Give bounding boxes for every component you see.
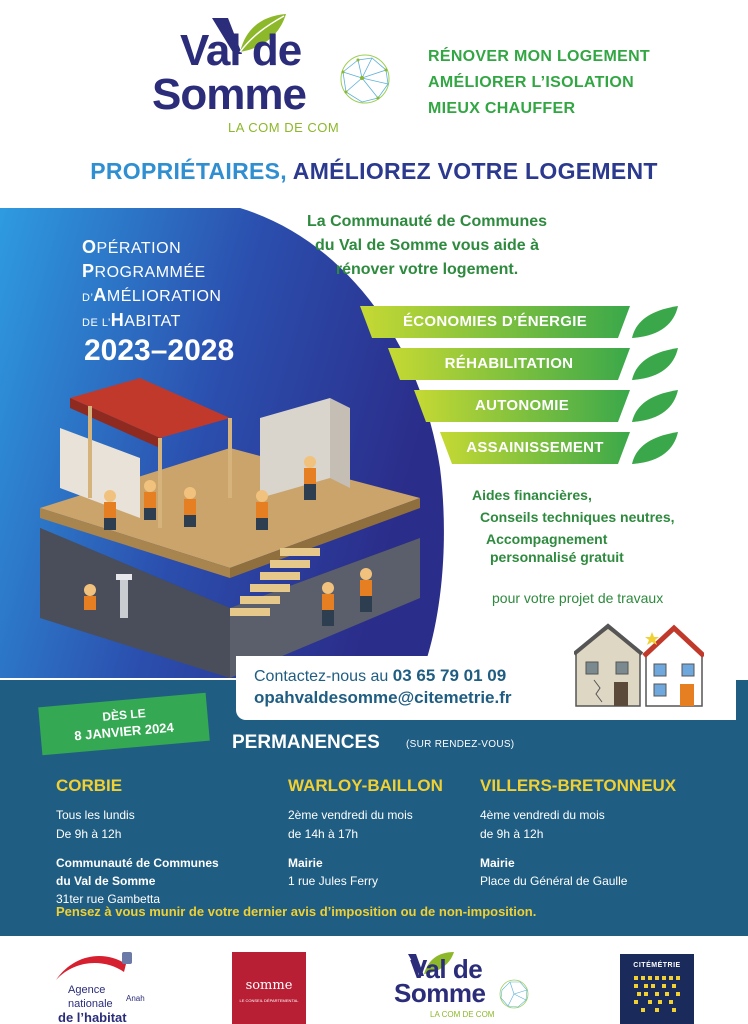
header-taglines (428, 44, 650, 122)
footer-logo-val: Val de (410, 954, 483, 984)
footer-logo-somme: Somme (394, 978, 486, 1008)
anah-line1: Agence (68, 984, 106, 996)
opah-initial-p: P (82, 261, 95, 281)
logo-val-text: Val de (180, 26, 302, 75)
somme-sub: LE CONSEIL DÉPARTEMENTAL (239, 998, 299, 1003)
start-date-badge (40, 700, 208, 748)
contact-label: Contactez-nous au (254, 668, 393, 685)
services-list (470, 484, 675, 568)
warloy-address: 1 rue Jules Ferry (288, 874, 379, 888)
permanence-corbie (56, 776, 219, 909)
warloy-schedule1: 2ème vendredi du mois (288, 808, 413, 822)
villers-address: Place du Général de Gaulle (480, 874, 628, 888)
anah-logo (54, 950, 154, 1024)
anah-line2: nationale (68, 998, 113, 1010)
main-title-part2: AMÉLIOREZ VOTRE LOGEMENT (292, 158, 658, 184)
banner-assainissement-label: ASSAINISSEMENT (466, 439, 604, 456)
contact-phone-line (254, 666, 506, 686)
banner-economies (360, 306, 680, 338)
opah-block (82, 236, 221, 334)
project-text: pour votre projet de travaux (492, 590, 664, 606)
tagline-renover: RÉNOVER MON LOGEMENT (428, 48, 651, 65)
banner-autonomie-label: AUTONOMIE (474, 397, 570, 414)
warloy-place1: Mairie (288, 856, 323, 870)
main-title-part1: PROPRIÉTAIRES, (90, 158, 293, 184)
anah-tag: Anah (126, 994, 145, 1003)
footer-logo-tagline: LA COM DE COM (430, 1010, 495, 1019)
opah-line1: PÉRATION (96, 240, 182, 257)
villers-city: VILLERS-BRETONNEUX (480, 776, 677, 795)
banner-rehabilitation (388, 348, 680, 380)
tagline-chauffer: MIEUX CHAUFFER (428, 100, 576, 117)
logo-somme-text: Somme (152, 70, 306, 119)
opah-line4: ABITAT (124, 313, 181, 330)
val-de-somme-logo (150, 8, 390, 138)
opah-initial-h: H (110, 310, 125, 330)
warloy-city: WARLOY-BAILLON (288, 776, 443, 795)
somme-name: somme (245, 978, 293, 993)
service-conseils: Conseils techniques neutres, (480, 509, 675, 525)
somme-departement-logo (232, 952, 306, 1024)
banner-assainissement (440, 432, 680, 464)
permanence-villers (480, 776, 676, 891)
footer-globe-icon (498, 978, 530, 1010)
villers-schedule1: 4ème vendredi du mois (480, 808, 605, 822)
banner-economies-label: ÉCONOMIES D’ÉNERGIE (402, 313, 588, 330)
citemetrie-name: CITÉMÉTRIE (633, 962, 681, 969)
corbie-schedule2: De 9h à 12h (56, 827, 122, 841)
opah-line2: ROGRAMMÉE (94, 264, 206, 281)
contact-email[interactable]: opahvaldesomme@citemetrie.fr (254, 688, 512, 707)
intro-line3: rénover votre logement. (335, 261, 519, 278)
opah-prefix-de: DE L’ (82, 317, 111, 329)
corbie-address: 31ter rue Gambetta (56, 892, 161, 906)
corbie-place1: Communauté de Communes (56, 856, 219, 870)
citemetrie-logo (620, 954, 694, 1024)
main-title (0, 158, 748, 185)
service-personnalise: personnalisé gratuit (490, 549, 624, 565)
banner-autonomie (414, 390, 680, 422)
villers-place1: Mairie (480, 856, 515, 870)
intro-line1: La Communauté de Communes (306, 213, 548, 230)
warloy-schedule2: de 14h à 17h (288, 827, 359, 841)
corbie-schedule1: Tous les lundis (56, 808, 135, 822)
val-de-somme-footer-logo (392, 948, 542, 1024)
anah-line3: de l’habitat (58, 1010, 127, 1024)
opah-initial-o: O (82, 237, 97, 257)
logo-tagline: LA COM DE COM (228, 120, 340, 135)
opah-line3: MÉLIORATION (106, 288, 222, 305)
service-accompagnement: Accompagnement (486, 531, 608, 547)
villers-schedule2: de 9h à 12h (480, 827, 544, 841)
permanence-warloy (288, 776, 443, 891)
opah-years: 2023–2028 (84, 334, 235, 367)
banner-rehabilitation-label: RÉHABILITATION (444, 355, 574, 372)
opah-prefix-d: D’ (82, 292, 94, 304)
corbie-city: CORBIE (56, 776, 123, 795)
contact-phone[interactable]: 03 65 79 01 09 (392, 666, 507, 685)
globe-network-icon (338, 52, 392, 106)
tagline-isolation: AMÉLIORER L’ISOLATION (428, 74, 635, 91)
service-aides: Aides financières, (472, 487, 592, 503)
corbie-place2: du Val de Somme (56, 874, 156, 888)
intro-line2: du Val de Somme vous aide à (314, 237, 540, 254)
tax-notice: Pensez à vous munir de votre dernier avis d’imposition ou de non-imposition. (56, 904, 537, 919)
houses-before-after-icon (574, 622, 704, 712)
intro-text (262, 210, 592, 282)
house-renovation-illustration (30, 378, 430, 678)
badge-line2: 8 JANVIER 2024 (73, 719, 175, 744)
citemetrie-dots-icon (634, 976, 682, 1012)
permanences-subtitle: (SUR RENDEZ-VOUS) (406, 739, 515, 750)
anah-swoosh-icon (54, 950, 154, 986)
badge-line1: DÈS LE (101, 706, 147, 724)
opah-initial-a: A (93, 285, 107, 305)
permanences-title: PERMANENCES (232, 732, 380, 753)
